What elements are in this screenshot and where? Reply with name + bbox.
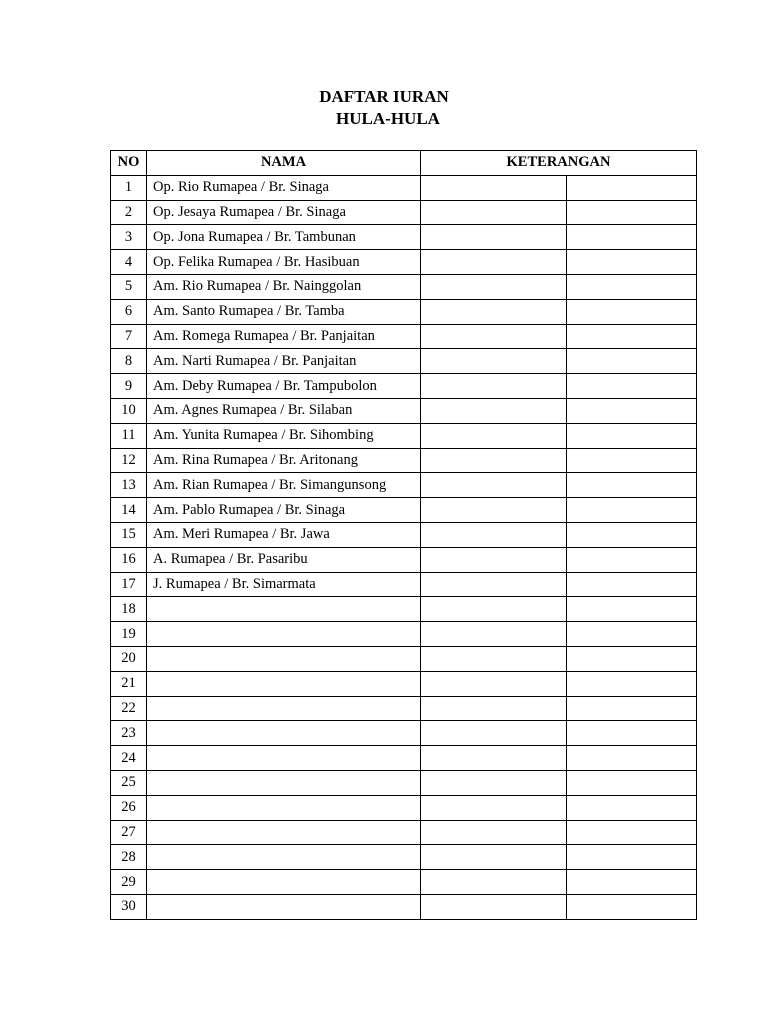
header-nama: NAMA	[147, 151, 421, 176]
row-keterangan-1	[421, 770, 567, 795]
row-keterangan-1	[421, 423, 567, 448]
row-name: Am. Narti Rumapea / Br. Panjaitan	[147, 349, 421, 374]
row-keterangan-2	[567, 398, 697, 423]
row-keterangan-1	[421, 299, 567, 324]
row-name	[147, 770, 421, 795]
row-name: Am. Rian Rumapea / Br. Simangunsong	[147, 473, 421, 498]
table-row	[111, 250, 697, 275]
row-keterangan-2	[567, 448, 697, 473]
row-name	[147, 721, 421, 746]
row-name: J. Rumapea / Br. Simarmata	[147, 572, 421, 597]
row-name	[147, 795, 421, 820]
header-keterangan: KETERANGAN	[421, 151, 697, 176]
table-row	[111, 423, 697, 448]
row-name: Op. Jesaya Rumapea / Br. Sinaga	[147, 200, 421, 225]
row-name: Am. Santo Rumapea / Br. Tamba	[147, 299, 421, 324]
row-number: 1	[111, 175, 147, 200]
row-keterangan-1	[421, 845, 567, 870]
row-name: Op. Felika Rumapea / Br. Hasibuan	[147, 250, 421, 275]
row-keterangan-1	[421, 894, 567, 919]
row-keterangan-1	[421, 597, 567, 622]
row-keterangan-1	[421, 721, 567, 746]
row-keterangan-2	[567, 721, 697, 746]
row-keterangan-1	[421, 547, 567, 572]
row-keterangan-1	[421, 225, 567, 250]
table-row	[111, 696, 697, 721]
row-keterangan-2	[567, 572, 697, 597]
row-keterangan-2	[567, 547, 697, 572]
row-number: 10	[111, 398, 147, 423]
table-row	[111, 324, 697, 349]
row-keterangan-1	[421, 274, 567, 299]
row-number: 14	[111, 498, 147, 523]
row-keterangan-1	[421, 522, 567, 547]
row-name	[147, 597, 421, 622]
table-row	[111, 622, 697, 647]
table-row	[111, 225, 697, 250]
table-row	[111, 646, 697, 671]
row-keterangan-1	[421, 498, 567, 523]
row-keterangan-2	[567, 795, 697, 820]
row-name: Am. Yunita Rumapea / Br. Sihombing	[147, 423, 421, 448]
table-row	[111, 795, 697, 820]
row-number: 6	[111, 299, 147, 324]
table-row	[111, 820, 697, 845]
table-header-row	[111, 151, 697, 176]
table-row	[111, 721, 697, 746]
row-name: Am. Rina Rumapea / Br. Aritonang	[147, 448, 421, 473]
row-number: 24	[111, 746, 147, 771]
row-number: 9	[111, 374, 147, 399]
table-row	[111, 398, 697, 423]
row-name: A. Rumapea / Br. Pasaribu	[147, 547, 421, 572]
row-number: 11	[111, 423, 147, 448]
table-body	[111, 175, 697, 919]
row-number: 25	[111, 770, 147, 795]
row-name: Op. Jona Rumapea / Br. Tambunan	[147, 225, 421, 250]
row-number: 13	[111, 473, 147, 498]
table-row	[111, 894, 697, 919]
row-keterangan-2	[567, 770, 697, 795]
row-number: 8	[111, 349, 147, 374]
row-number: 22	[111, 696, 147, 721]
row-name	[147, 671, 421, 696]
row-keterangan-2	[567, 597, 697, 622]
row-number: 3	[111, 225, 147, 250]
row-keterangan-2	[567, 423, 697, 448]
row-keterangan-1	[421, 473, 567, 498]
title-line-2: HULA-HULA	[336, 108, 440, 128]
row-name: Am. Pablo Rumapea / Br. Sinaga	[147, 498, 421, 523]
row-number: 21	[111, 671, 147, 696]
table-row	[111, 572, 697, 597]
row-keterangan-1	[421, 696, 567, 721]
table-row	[111, 547, 697, 572]
row-name: Op. Rio Rumapea / Br. Sinaga	[147, 175, 421, 200]
row-keterangan-2	[567, 324, 697, 349]
row-number: 5	[111, 274, 147, 299]
row-keterangan-1	[421, 870, 567, 895]
row-number: 28	[111, 845, 147, 870]
row-number: 17	[111, 572, 147, 597]
row-keterangan-1	[421, 671, 567, 696]
row-keterangan-2	[567, 274, 697, 299]
row-keterangan-2	[567, 299, 697, 324]
table-row	[111, 845, 697, 870]
row-name	[147, 845, 421, 870]
row-keterangan-2	[567, 374, 697, 399]
row-keterangan-2	[567, 473, 697, 498]
row-keterangan-2	[567, 200, 697, 225]
row-keterangan-2	[567, 845, 697, 870]
table-row	[111, 374, 697, 399]
row-number: 15	[111, 522, 147, 547]
row-keterangan-1	[421, 200, 567, 225]
table-row	[111, 870, 697, 895]
row-keterangan-1	[421, 646, 567, 671]
row-keterangan-2	[567, 349, 697, 374]
row-keterangan-2	[567, 175, 697, 200]
table-row	[111, 498, 697, 523]
table-row	[111, 299, 697, 324]
row-number: 27	[111, 820, 147, 845]
row-keterangan-1	[421, 374, 567, 399]
row-keterangan-1	[421, 572, 567, 597]
row-keterangan-1	[421, 250, 567, 275]
table-row	[111, 746, 697, 771]
row-number: 29	[111, 870, 147, 895]
row-name: Am. Romega Rumapea / Br. Panjaitan	[147, 324, 421, 349]
row-keterangan-1	[421, 795, 567, 820]
table-row	[111, 175, 697, 200]
row-keterangan-2	[567, 522, 697, 547]
row-keterangan-2	[567, 622, 697, 647]
table-row	[111, 597, 697, 622]
dues-table	[110, 150, 697, 920]
row-keterangan-1	[421, 324, 567, 349]
table-row	[111, 274, 697, 299]
row-name	[147, 746, 421, 771]
row-keterangan-2	[567, 696, 697, 721]
row-keterangan-1	[421, 398, 567, 423]
row-keterangan-2	[567, 894, 697, 919]
table-row	[111, 671, 697, 696]
row-keterangan-2	[567, 646, 697, 671]
table-row	[111, 770, 697, 795]
row-number: 4	[111, 250, 147, 275]
row-number: 19	[111, 622, 147, 647]
row-number: 18	[111, 597, 147, 622]
header-no: NO	[111, 151, 147, 176]
row-name: Am. Deby Rumapea / Br. Tampubolon	[147, 374, 421, 399]
row-number: 7	[111, 324, 147, 349]
row-name: Am. Rio Rumapea / Br. Nainggolan	[147, 274, 421, 299]
title-line-1: DAFTAR IURAN	[319, 87, 449, 106]
row-name	[147, 894, 421, 919]
table-row	[111, 200, 697, 225]
row-number: 16	[111, 547, 147, 572]
row-keterangan-1	[421, 820, 567, 845]
row-number: 20	[111, 646, 147, 671]
row-number: 26	[111, 795, 147, 820]
row-name: Am. Meri Rumapea / Br. Jawa	[147, 522, 421, 547]
row-keterangan-1	[421, 175, 567, 200]
document-title	[0, 86, 768, 129]
row-number: 2	[111, 200, 147, 225]
row-name	[147, 622, 421, 647]
row-name	[147, 870, 421, 895]
row-name	[147, 696, 421, 721]
row-keterangan-2	[567, 498, 697, 523]
row-keterangan-2	[567, 820, 697, 845]
table-row	[111, 349, 697, 374]
row-number: 12	[111, 448, 147, 473]
row-keterangan-2	[567, 746, 697, 771]
row-keterangan-1	[421, 622, 567, 647]
table-row	[111, 448, 697, 473]
row-number: 30	[111, 894, 147, 919]
row-name	[147, 646, 421, 671]
row-keterangan-2	[567, 250, 697, 275]
row-number: 23	[111, 721, 147, 746]
row-name: Am. Agnes Rumapea / Br. Silaban	[147, 398, 421, 423]
row-keterangan-1	[421, 746, 567, 771]
row-keterangan-1	[421, 448, 567, 473]
row-keterangan-1	[421, 349, 567, 374]
row-keterangan-2	[567, 225, 697, 250]
row-keterangan-2	[567, 671, 697, 696]
table-row	[111, 522, 697, 547]
row-name	[147, 820, 421, 845]
row-keterangan-2	[567, 870, 697, 895]
table-row	[111, 473, 697, 498]
